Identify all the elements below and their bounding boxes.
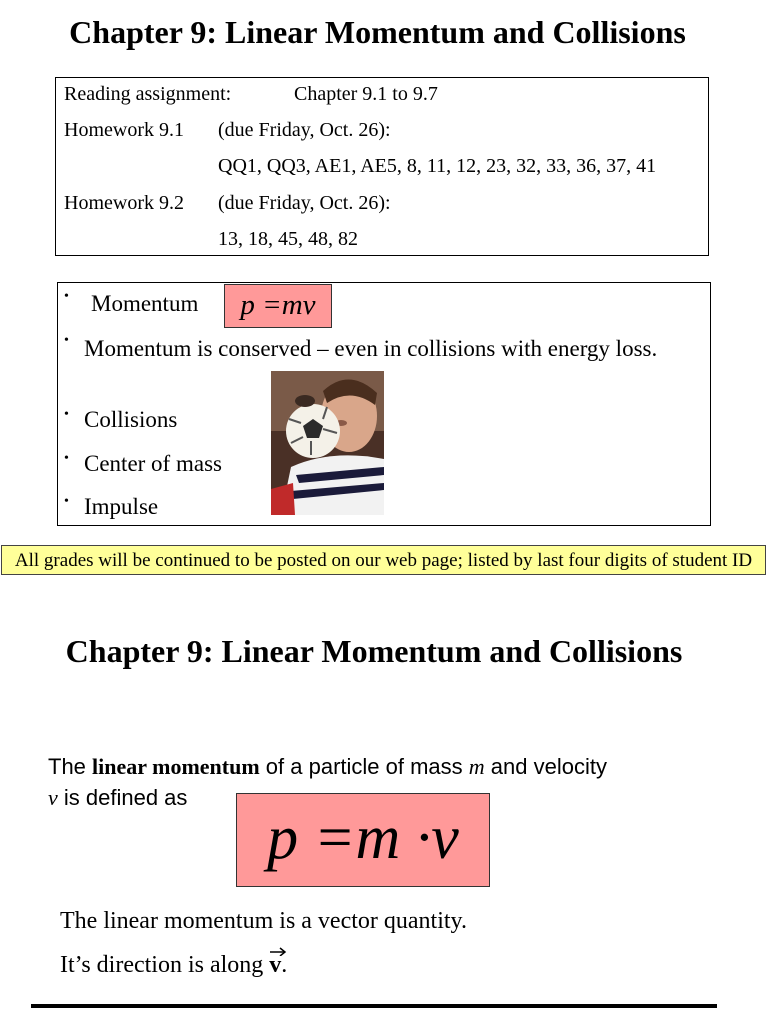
bullet-icon: •: [64, 407, 69, 422]
direction-pre: It’s direction is along: [60, 952, 270, 978]
grades-notice: All grades will be continued to be posted on our web page; listed by last four digits of student ID: [1, 545, 766, 575]
intro-after: and velocity: [484, 754, 607, 779]
topic-collisions: Collisions: [84, 407, 178, 432]
bullet-icon: •: [64, 451, 69, 466]
reading-label: Reading assignment:: [64, 83, 232, 105]
slide2-title: Chapter 9: Linear Momentum and Collisions: [65, 633, 683, 669]
bullet-icon: •: [64, 333, 69, 348]
symbol-v: v: [48, 785, 58, 810]
topic-impulse: Impulse: [84, 494, 159, 519]
momentum-formula: p =mv: [224, 284, 332, 328]
intro-mid: of a particle of mass: [259, 754, 469, 779]
bottom-divider: [31, 1004, 717, 1008]
direction-end: .: [281, 952, 288, 978]
assignment-box: [55, 77, 709, 256]
bullet-icon: •: [64, 289, 69, 304]
topics-box: [57, 282, 711, 526]
intro-end: is defined as: [57, 785, 188, 810]
topic-center-of-mass: Center of mass: [84, 451, 222, 476]
intro-pre: The: [48, 754, 93, 779]
bullet-icon: •: [64, 494, 69, 509]
velocity-vector: [269, 952, 281, 979]
hw1-problems: QQ1, QQ3, AE1, AE5, 8, 11, 12, 23, 32, 33, 36, 37, 41: [218, 155, 657, 177]
symbol-m: m: [468, 754, 485, 779]
vector-symbol-v: v: [269, 952, 282, 978]
hw1-due: (due Friday, Oct. 26):: [218, 119, 391, 141]
vector-quantity-text: The linear momentum is a vector quantity.: [60, 908, 467, 934]
direction-text: [60, 952, 287, 979]
topic-momentum: Momentum: [91, 291, 199, 316]
soccer-header-illustration: [271, 371, 384, 515]
vector-arrow-icon: [269, 947, 287, 956]
hw2-label: Homework 9.2: [64, 192, 184, 214]
hw1-label: Homework 9.1: [64, 119, 184, 141]
momentum-formula-large: p =m ·v: [236, 793, 490, 887]
hw2-problems: 13, 18, 45, 48, 82: [218, 228, 358, 250]
hw2-due: (due Friday, Oct. 26):: [218, 192, 391, 214]
term-linear-momentum: linear momentum: [92, 754, 260, 779]
reading-value: Chapter 9.1 to 9.7: [294, 83, 438, 105]
topic-conserved: Momentum is conserved – even in collisions with energy loss.: [84, 336, 658, 361]
soccer-header-photo: [271, 371, 384, 515]
slide1-title: Chapter 9: Linear Momentum and Collisions: [69, 14, 686, 50]
